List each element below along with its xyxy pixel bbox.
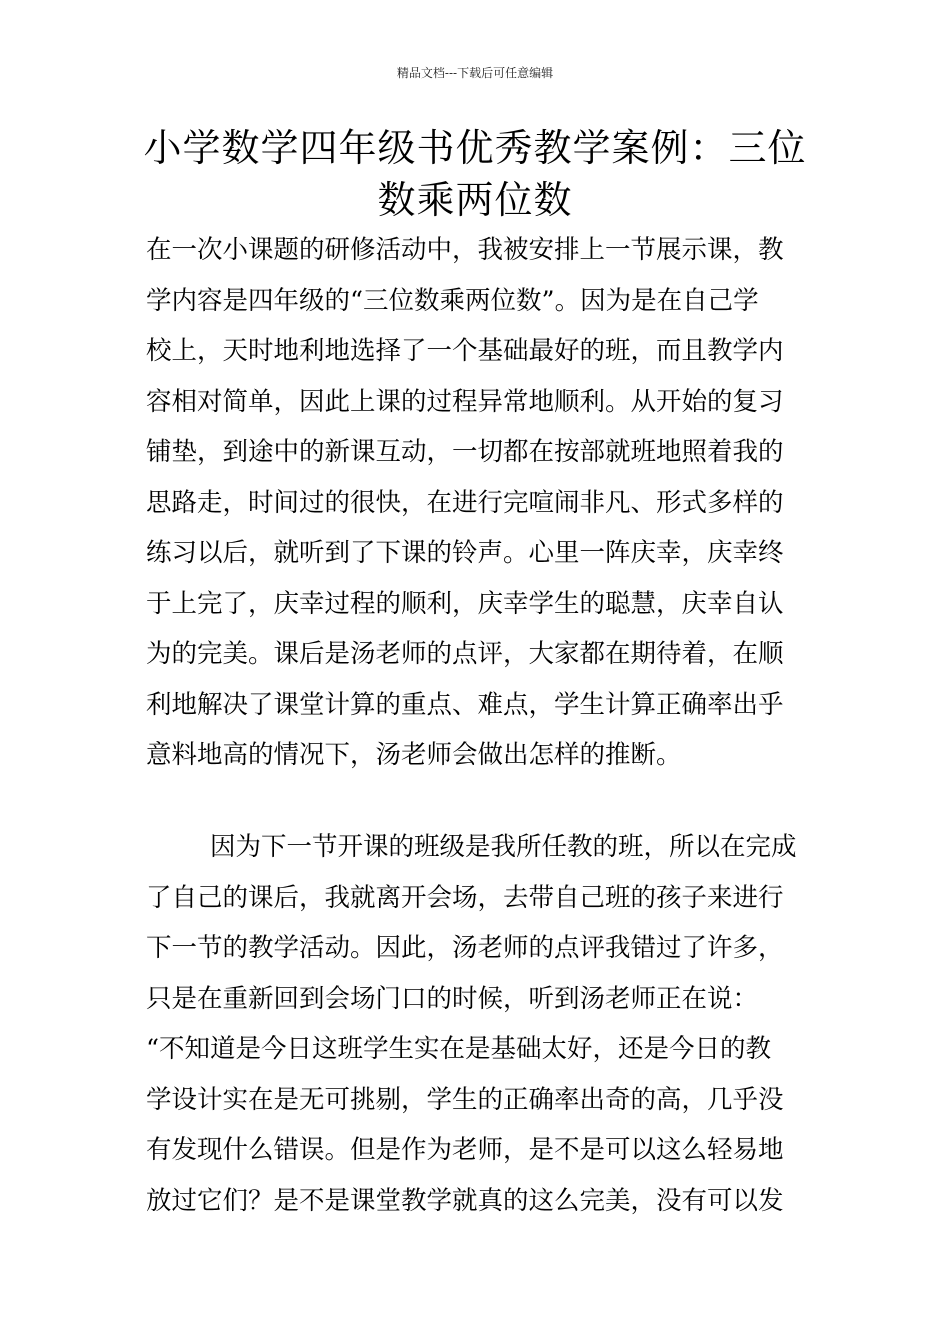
text-line: 放过它们？是不是课堂教学就真的这么完美，没有可以发 <box>146 1185 784 1216</box>
title-line: 数乘两位数 <box>377 178 573 222</box>
text-line: “不知道是今日这班学生实在是基础太好，还是今日的教 <box>146 1034 772 1064</box>
text-line: 在一次小课题的研修活动中，我被安排上一节展示课，教 <box>146 235 784 265</box>
text-line: 只是在重新回到会场门口的时候，听到汤老师正在说： <box>146 983 759 1014</box>
text-line: 练习以后，就听到了下课的铃声。心里一阵庆幸，庆幸终 <box>146 538 784 568</box>
text-line: 思路走，时间过的很快，在进行完喧闹非凡、形式多样的 <box>146 487 784 518</box>
text-line: 学设计实在是无可挑剔，学生的正确率出奇的高，几乎没 <box>146 1084 784 1115</box>
title-line: 小学数学四年级书优秀教学案例：三位 <box>143 126 807 170</box>
text-line: 学内容是四年级的“三位数乘两位数”。因为是在自己学 <box>146 285 759 316</box>
text-line: 为的完美。课后是汤老师的点评，大家都在期待着，在顺 <box>146 639 784 669</box>
text-line: 铺垫，到途中的新课互动，一切都在按部就班地照着我的 <box>146 437 784 467</box>
text-line: 于上完了，庆幸过程的顺利，庆幸学生的聪慧，庆幸自认 <box>146 588 784 619</box>
text-line: 有发现什么错误。但是作为老师，是不是可以这么轻易地 <box>146 1135 784 1165</box>
text-line: 了自己的课后，我就离开会场，去带自己班的孩子来进行 <box>146 882 784 913</box>
paragraph-2 <box>146 822 806 1226</box>
text-line: 校上，天时地利地选择了一个基础最好的班，而且教学内 <box>146 336 784 366</box>
paragraph-1 <box>146 225 806 781</box>
document-title <box>140 122 810 226</box>
text-line: 利地解决了课堂计算的重点、难点，学生计算正确率出乎 <box>146 689 784 720</box>
header-note: 精品文档---下载后可任意编辑 <box>396 66 554 80</box>
text-line: 因为下一节开课的班级是我所任教的班，所以在完成 <box>210 832 797 862</box>
text-line: 下一节的教学活动。因此，汤老师的点评我错过了许多， <box>146 933 784 963</box>
text-line: 意料地高的情况下，汤老师会做出怎样的推断。 <box>146 740 682 770</box>
text-line: 容相对简单，因此上课的过程异常地顺利。从开始的复习 <box>146 386 784 417</box>
